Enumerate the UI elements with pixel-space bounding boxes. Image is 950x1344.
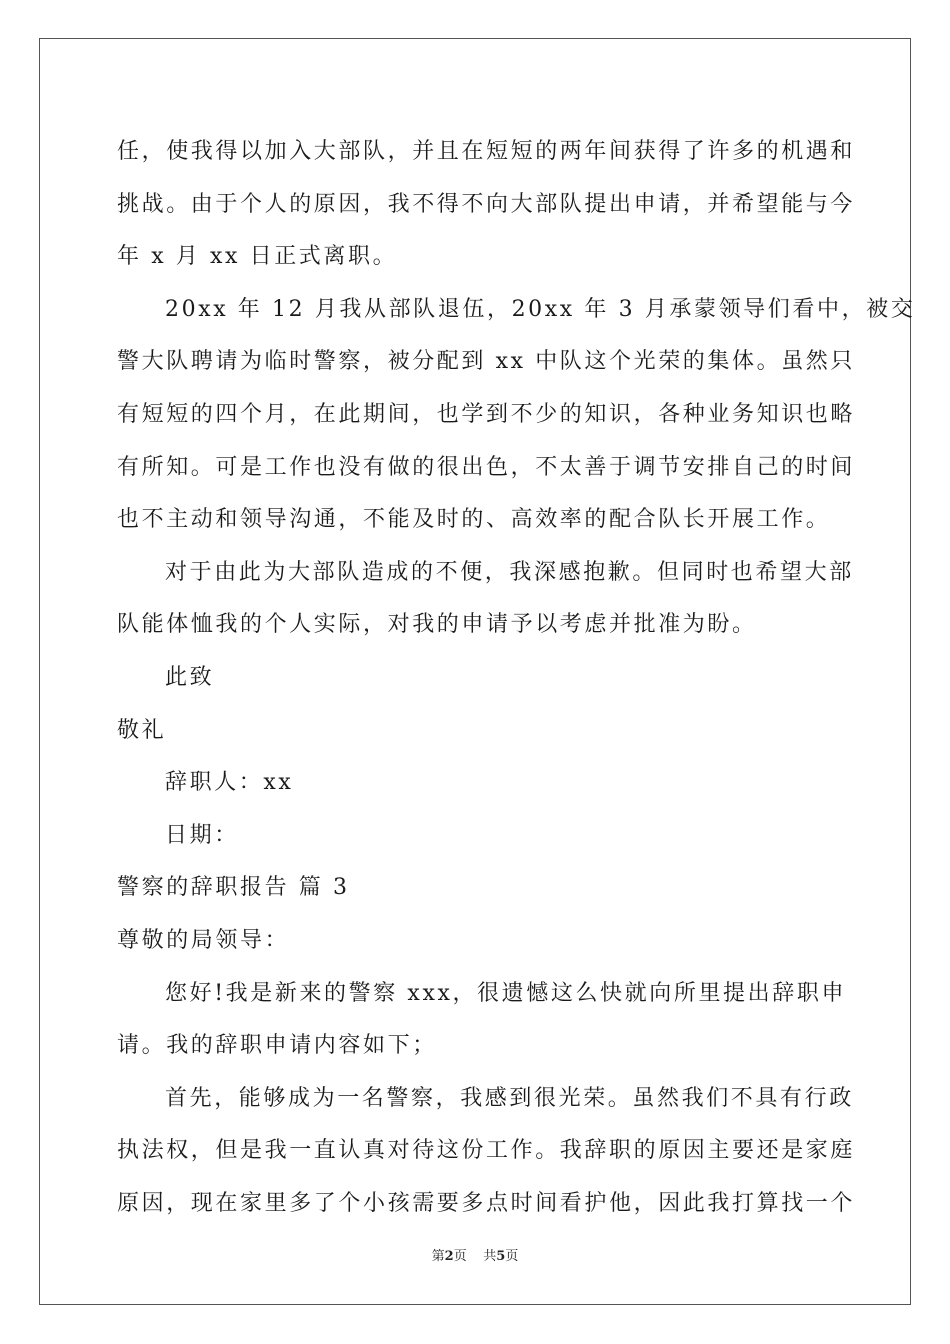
closing-respect: 敬礼	[117, 717, 167, 743]
signature-line: 辞职人：xx	[165, 770, 294, 796]
date-line: 日期：	[165, 822, 239, 848]
page-suffix: 页	[453, 1249, 467, 1264]
text-line: 有所知。可是工作也没有做的很出色，不太善于调节安排自己的时间	[117, 454, 856, 480]
text-line: 也不主动和领导沟通，不能及时的、高效率的配合队长开展工作。	[117, 507, 831, 533]
document-body	[117, 126, 916, 1230]
text-line: 警大队聘请为临时警察，被分配到 xx 中队这个光荣的集体。虽然只	[117, 349, 856, 375]
text-line: 首先，能够成为一名警察，我感到很光荣。虽然我们不具有行政	[165, 1085, 854, 1111]
text-line: 队能体恤我的个人实际，对我的申请予以考虑并批准为盼。	[117, 612, 757, 638]
total-suffix: 页	[505, 1249, 519, 1264]
total-pages: 5	[496, 1249, 506, 1264]
page-footer	[0, 1245, 950, 1264]
text-line: 对于由此为大部队造成的不便，我深感抱歉。但同时也希望大部	[165, 559, 854, 585]
page-prefix: 第	[431, 1249, 445, 1264]
text-line: 有短短的四个月，在此期间，也学到不少的知识，各种业务知识也略	[117, 401, 856, 427]
text-line: 执法权，但是我一直认真对待这份工作。我辞职的原因主要还是家庭	[117, 1138, 856, 1164]
text-line: 年 x 月 xx 日正式离职。	[117, 244, 398, 270]
total-prefix: 共	[483, 1249, 497, 1264]
text-line: 您好!我是新来的警察 xxx，很遗憾这么快就向所里提出辞职申	[165, 980, 847, 1006]
greeting-line: 尊敬的局领导：	[117, 927, 290, 953]
text-line: 原因，现在家里多了个小孩需要多点时间看护他，因此我打算找一个	[117, 1190, 856, 1216]
text-line: 20xx 年 12 月我从部队退伍，20xx 年 3 月承蒙领导们看中，被交	[165, 296, 916, 322]
text-line: 请。我的辞职申请内容如下；	[117, 1033, 437, 1059]
section-heading: 警察的辞职报告 篇 3	[117, 875, 350, 901]
page-number: 2	[444, 1249, 454, 1264]
text-line: 挑战。由于个人的原因，我不得不向大部队提出申请，并希望能与今	[117, 191, 856, 217]
text-line: 任，使我得以加入大部队，并且在短短的两年间获得了许多的机遇和	[117, 139, 856, 164]
closing-salutation: 此致	[165, 664, 215, 690]
